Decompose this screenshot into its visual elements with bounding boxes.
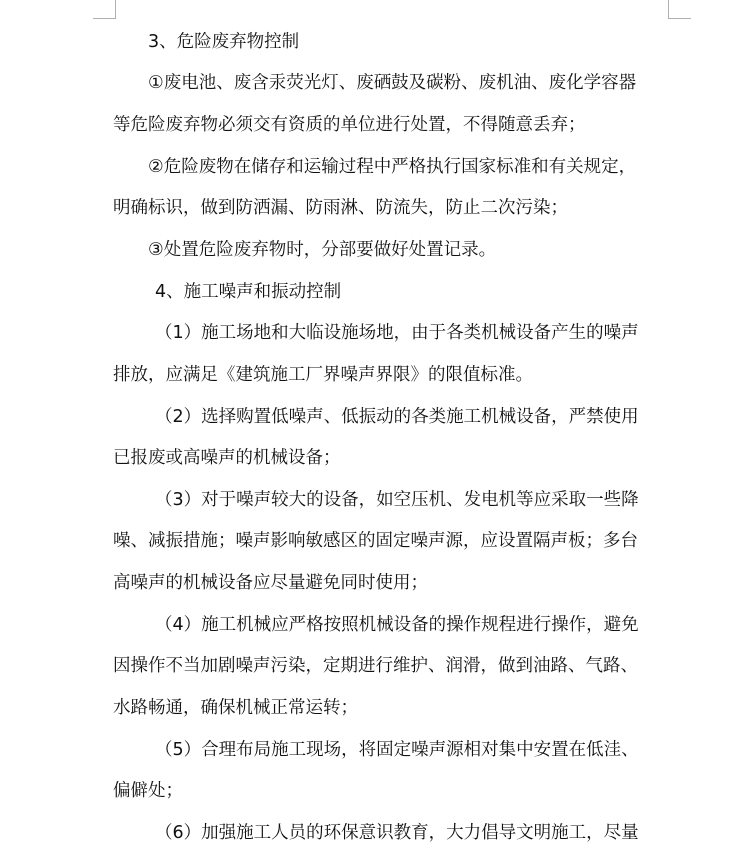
paragraph-line: ②危险废物在储存和运输过程中严格执行国家标准和有关规定， [148,157,637,177]
paragraph-line: （1）施工场地和大临设施场地，由于各类机械设备产生的噪声 [155,323,639,343]
paragraph-line: 明确标识，做到防洒漏、防雨淋、防流失，防止二次污染； [113,198,568,218]
paragraph-line: （2）选择购置低噪声、低振动的各类施工机械设备，严禁使用 [155,407,639,427]
paragraph-line: （3）对于噪声较大的设备，如空压机、发电机等应采取一些降 [155,490,639,510]
paragraph-line: 噪、减振措施；噪声影响敏感区的固定噪声源，应设置隔声板；多台 [113,531,638,551]
paragraph-line: 排放，应满足《建筑施工厂界噪声界限》的限值标准。 [113,365,533,385]
paragraph-line: （5）合理布局施工现场，将固定噪声源相对集中安置在低洼、 [155,740,639,760]
section-heading-hazardous-waste: 3、危险废弃物控制 [148,32,300,52]
paragraph-line: 因操作不当加剧噪声污染，定期进行维护、润滑，做到油路、气路、 [113,656,638,676]
paragraph-line: （6）加强施工人员的环保意识教育，大力倡导文明施工，尽量 [155,823,639,843]
paragraph-line: ③处置危险废弃物时，分部要做好处置记录。 [148,240,497,260]
paragraph-line: 偏僻处； [113,781,183,801]
paragraph-line: （4）施工机械应严格按照机械设备的操作规程进行操作，避免 [155,615,639,635]
page-margin-corner-top-right [668,0,691,19]
paragraph-line: 高噪声的机械设备应尽量避免同时使用； [113,573,428,593]
page-margin-corner-top-left [93,0,116,19]
paragraph-line: 已报废或高噪声的机械设备； [113,448,341,468]
paragraph-line: 等危险废弃物必须交有资质的单位进行处置，不得随意丢弃； [113,115,586,135]
paragraph-line: 水路畅通，确保机械正常运转； [113,698,358,718]
section-heading-noise-control: 4、施工噪声和振动控制 [155,282,342,302]
paragraph-line: ①废电池、废含汞荧光灯、废硒鼓及碳粉、废机油、废化学容器 [148,73,637,93]
